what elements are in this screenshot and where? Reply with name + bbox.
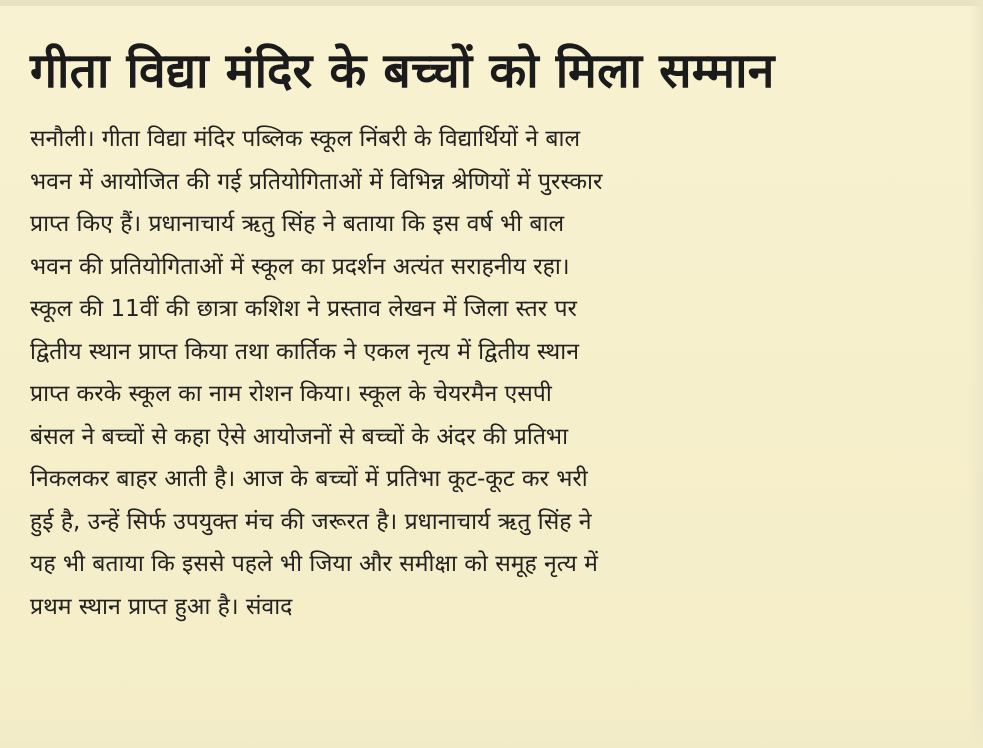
article-body-line: प्रथम स्थान प्राप्त हुआ है। संवाद [30, 593, 293, 620]
article-body-line: द्वितीय स्थान प्राप्त किया तथा कार्तिक ने एकल नृत्य में द्वितीय स्थान [30, 338, 579, 365]
clipping-top-edge [0, 0, 983, 6]
article-body-line: हुई है, उन्हें सिर्फ उपयुक्त मंच की जरूरत है। प्रधानाचार्य ऋतु सिंह ने [30, 508, 592, 535]
article-body-line: स्कूल की 11वीं की छात्रा कशिश ने प्रस्ताव लेखन में जिला स्तर पर [30, 296, 577, 322]
article-body [30, 118, 930, 628]
article-body-line: बंसल ने बच्चों से कहा ऐसे आयोजनों से बच्चों के अंदर की प्रतिभा [30, 423, 569, 450]
article-body-line: प्राप्त किए हैं। प्रधानाचार्य ऋतु सिंह ने बताया कि इस वर्ष भी बाल [30, 211, 565, 237]
news-article [30, 38, 930, 628]
clipping-right-edge [969, 0, 983, 748]
article-body-line: यह भी बताया कि इससे पहले भी जिया और समीक्षा को समूह नृत्य में [30, 551, 598, 577]
article-body-line: निकलकर बाहर आती है। आज के बच्चों में प्रतिभा कूट-कूट कर भरी [30, 466, 588, 492]
clipping-bottom-edge [0, 710, 983, 748]
article-body-line: प्राप्त करके स्कूल का नाम रोशन किया। स्कूल के चेयरमैन एसपी [30, 381, 552, 407]
article-headline: गीता विद्या मंदिर के बच्चों को मिला सम्मान [30, 43, 775, 99]
article-body-line: भवन में आयोजित की गई प्रतियोगिताओं में विभिन्न श्रेणियों में पुरस्कार [30, 168, 603, 195]
article-body-line: सनौली। गीता विद्या मंदिर पब्लिक स्कूल निंबरी के विद्यार्थियों ने बाल [30, 126, 581, 152]
article-body-line: भवन की प्रतियोगिताओं में स्कूल का प्रदर्शन अत्यंत सराहनीय रहा। [30, 253, 570, 280]
